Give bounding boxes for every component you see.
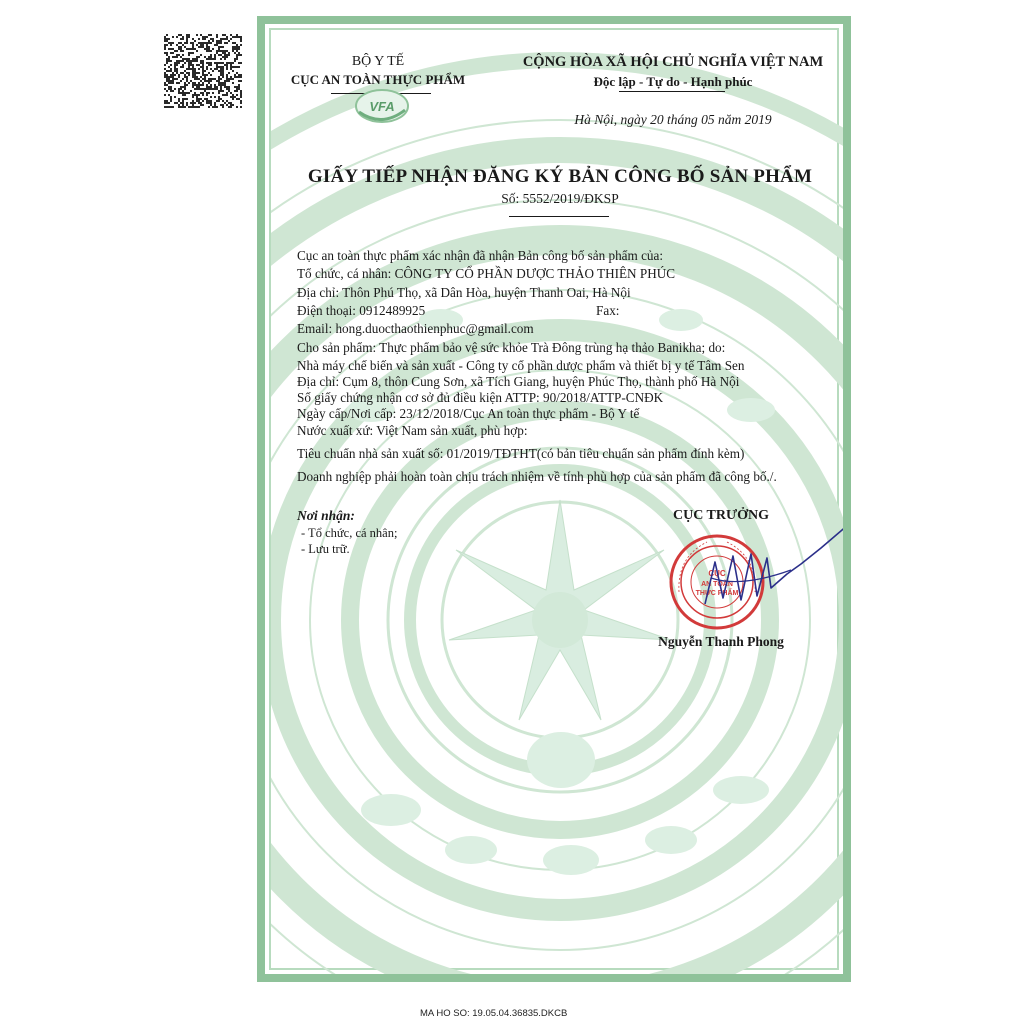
recipient-item: - Lưu trữ. — [301, 542, 350, 556]
svg-text:CỤC: CỤC — [708, 569, 726, 578]
handwritten-signature — [701, 518, 851, 618]
certificate-line: Số giấy chứng nhận cơ sở đủ điều kiện ATTP: 90/2018/ATTP-CNĐK — [297, 390, 664, 405]
title-rule — [509, 216, 609, 217]
recipients-title: Nơi nhận: — [297, 508, 355, 523]
record-code-footer: MA HO SO: 19.05.04.36835.DKCB — [420, 1008, 568, 1019]
document-title: GIẤY TIẾP NHẬN ĐĂNG KÝ BẢN CÔNG BỐ SẢN PHẨM — [307, 166, 813, 187]
signer-name: Nguyễn Thanh Phong — [658, 634, 784, 649]
place-date: Hà Nội, ngày 20 tháng 05 năm 2019 — [574, 112, 772, 127]
manufacturer-line: Nhà máy chế biến và sản xuất - Công ty cổ phần dược phẩm và thiết bị y tế Tâm Sen — [297, 358, 745, 373]
origin-line: Nước xuất xứ: Việt Nam sản xuất, phù hợp: — [297, 423, 528, 438]
certificate-inner-border — [269, 28, 839, 970]
organization-line: Tổ chức, cá nhân: CÔNG TY CỔ PHẦN DƯỢC THẢO THIÊN PHÚC — [297, 266, 676, 281]
nation-name: CỘNG HÒA XÃ HỘI CHỦ NGHĨA VIỆT NAM — [522, 54, 824, 70]
ministry-name: BỘ Y TẾ — [351, 54, 405, 69]
qr-code — [164, 34, 242, 108]
issue-line: Ngày cấp/Nơi cấp: 23/12/2018/Cục An toàn thực phẩm - Bộ Y tế — [297, 406, 640, 421]
intro-line: Cục an toàn thực phẩm xác nhận đã nhận Bản công bố sản phẩm của: — [297, 248, 664, 263]
svg-text:AN TOÀN: AN TOÀN — [701, 581, 733, 588]
svg-text:THỰC PHẨM: THỰC PHẨM — [695, 590, 739, 597]
certificate-document — [257, 16, 851, 982]
vfa-logo — [353, 82, 411, 126]
header-right — [485, 54, 851, 90]
email-line: Email: hong.duocthaothienphuc@gmail.com — [297, 321, 534, 336]
motto-underline — [619, 91, 725, 92]
document-number: Số: 5552/2019/ĐKSP — [501, 191, 619, 206]
product-line: Cho sản phẩm: Thực phẩm bảo vệ sức khỏe Trà Đông trùng hạ thảo Banikha; do: — [297, 340, 726, 355]
responsibility-line: Doanh nghiệp phải hoàn toàn chịu trách nhiệm về tính phù hợp của sản phẩm đã công bố./. — [297, 469, 777, 484]
factory-address-line: Địa chỉ: Cụm 8, thôn Cung Sơn, xã Tích Giang, huyện Phúc Thọ, thành phố Hà Nội — [297, 374, 740, 389]
agency-name: CỤC AN TOÀN THỰC PHẨM — [290, 72, 466, 87]
national-motto: Độc lập - Tự do - Hạnh phúc — [593, 74, 753, 89]
standard-line: Tiêu chuẩn nhà sản xuất số: 01/2019/TĐTHT(có bản tiêu chuẩn sản phẩm đính kèm) — [297, 446, 745, 461]
recipient-item: - Tổ chức, cá nhân; — [301, 526, 398, 540]
address-line: Địa chỉ: Thôn Phú Thọ, xã Dân Hòa, huyện Thanh Oai, Hà Nội — [297, 285, 631, 300]
logo-text: VFA — [369, 99, 395, 114]
fax-line: Fax: — [596, 303, 620, 318]
phone-line: Điện thoại: 0912489925 — [297, 303, 426, 318]
signer-position: CỤC TRƯỞNG — [672, 508, 770, 523]
